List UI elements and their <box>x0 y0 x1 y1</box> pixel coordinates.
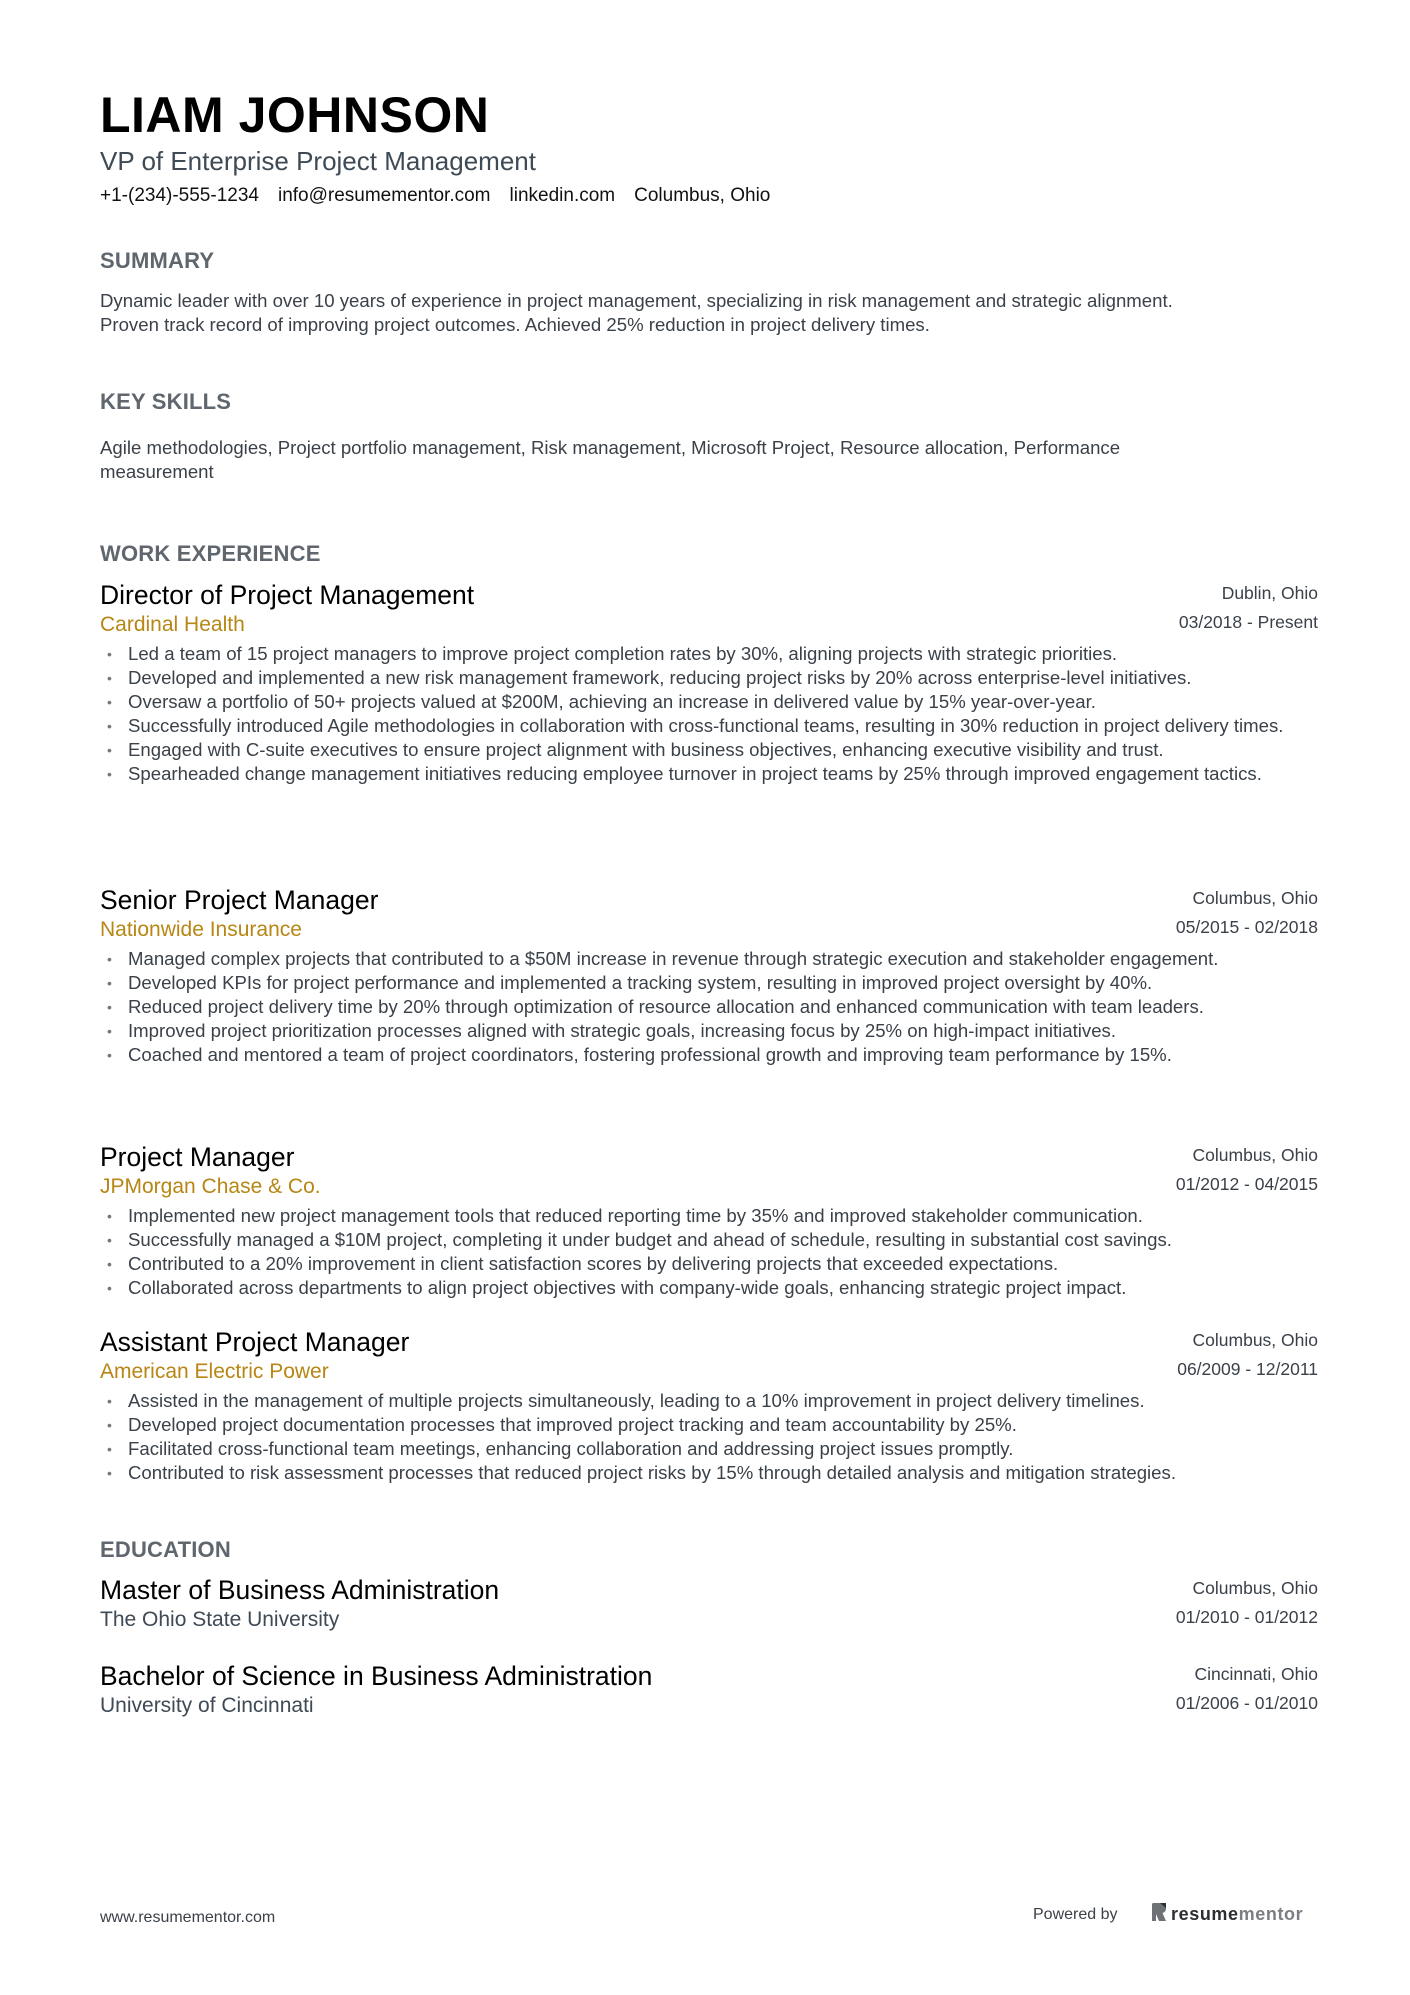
bullet-dot-icon: • <box>107 1417 112 1433</box>
bullet-text: Implemented new project management tools that reduced reporting time by 35% and improved stakeholder communication. <box>128 1205 1143 1226</box>
bullet-text: Spearheaded change management initiatives reducing employee turnover in project teams by 25% through improved engagement tactics. <box>128 763 1262 784</box>
job-title: Project Manager <box>100 1142 295 1172</box>
bullet-dot-icon: • <box>107 1280 112 1296</box>
job-dates: 06/2009 - 12/2011 <box>1177 1359 1318 1379</box>
section-title-summary: SUMMARY <box>100 248 215 273</box>
summary-line: Proven track record of improving project outcomes. Achieved 25% reduction in project delivery times. <box>100 314 930 335</box>
job-title: Senior Project Manager <box>100 885 379 915</box>
job-location: Columbus, Ohio <box>1192 1145 1318 1165</box>
bullet-item <box>100 1437 1318 1461</box>
bullet-item <box>100 995 1318 1019</box>
contact-row <box>100 184 770 208</box>
bullet-item <box>100 666 1318 690</box>
bullet-item <box>100 1019 1318 1043</box>
job-bullets <box>100 1389 1318 1485</box>
bullet-dot-icon: • <box>107 670 112 686</box>
candidate-name: LIAM JOHNSON <box>100 87 490 143</box>
candidate-role: VP of Enterprise Project Management <box>100 146 536 176</box>
section-title-education: EDUCATION <box>100 1537 231 1562</box>
job-company: American Electric Power <box>100 1360 329 1383</box>
edu-degree: Bachelor of Science in Business Administration <box>100 1661 653 1691</box>
bullet-text: Coached and mentored a team of project coordinators, fostering professional growth and improving team performance by 15%. <box>128 1044 1172 1065</box>
bullet-text: Contributed to a 20% improvement in client satisfaction scores by delivering projects that exceeded expectations. <box>128 1253 1059 1274</box>
job-location: Columbus, Ohio <box>1192 888 1318 908</box>
job-bullets <box>100 1204 1318 1300</box>
skills-line: measurement <box>100 461 214 482</box>
bullet-dot-icon: • <box>107 1208 112 1224</box>
bullet-item <box>100 1252 1318 1276</box>
bullet-dot-icon: • <box>107 1393 112 1409</box>
bullet-dot-icon: • <box>107 742 112 758</box>
bullet-dot-icon: • <box>107 951 112 967</box>
summary-text <box>100 289 1330 337</box>
bullet-item <box>100 642 1318 666</box>
contact-email[interactable]: info@resumementor.com <box>277 185 491 206</box>
edu-location: Cincinnati, Ohio <box>1194 1664 1318 1684</box>
job-company: JPMorgan Chase & Co. <box>100 1175 321 1198</box>
job-title: Assistant Project Manager <box>100 1327 410 1357</box>
brand-name-part2: mentor <box>1238 1904 1304 1924</box>
bullet-dot-icon: • <box>107 1232 112 1248</box>
contact-location: Columbus, Ohio <box>634 185 771 206</box>
bullet-dot-icon: • <box>107 975 112 991</box>
bullet-text: Reduced project delivery time by 20% through optimization of resource allocation and enhanced communication with team leaders. <box>128 996 1204 1017</box>
job-bullets <box>100 947 1318 1067</box>
brand-name-part1: resume <box>1171 1904 1239 1924</box>
brand-logo[interactable] <box>1151 1902 1303 1927</box>
bullet-text: Led a team of 15 project managers to improve project completion rates by 30%, aligning projects with strategic priorities. <box>128 643 1118 664</box>
bullet-text: Successfully introduced Agile methodologies in collaboration with cross-functional teams, resulting in 30% reduction in project delivery times. <box>128 715 1284 736</box>
job-location: Columbus, Ohio <box>1192 1330 1318 1350</box>
bullet-text: Developed project documentation processes that improved project tracking and team accountability by 25%. <box>128 1414 1017 1435</box>
bullet-dot-icon: • <box>107 1023 112 1039</box>
powered-by-label: Powered by <box>1033 1906 1118 1923</box>
skills-line: Agile methodologies, Project portfolio management, Risk management, Microsoft Project, Resource allocation, Performance <box>100 437 1121 458</box>
bullet-dot-icon: • <box>107 1256 112 1272</box>
bullet-item <box>100 738 1318 762</box>
bullet-item <box>100 1204 1318 1228</box>
bullet-dot-icon: • <box>107 646 112 662</box>
bullet-text: Facilitated cross-functional team meetings, enhancing collaboration and addressing project issues promptly. <box>128 1438 1014 1459</box>
job-location: Dublin, Ohio <box>1221 583 1318 603</box>
bullet-text: Improved project prioritization processes aligned with strategic goals, increasing focus by 25% on high-impact initiatives. <box>128 1020 1117 1041</box>
edu-school: University of Cincinnati <box>100 1694 314 1717</box>
bullet-text: Developed and implemented a new risk management framework, reducing project risks by 20% across enterprise-level initiatives. <box>128 667 1192 688</box>
summary-line: Dynamic leader with over 10 years of experience in project management, specializing in risk management and strategic alignment. <box>100 290 1173 311</box>
job-dates: 03/2018 - Present <box>1178 612 1318 632</box>
section-title-experience: WORK EXPERIENCE <box>100 541 321 566</box>
bullet-item <box>100 1461 1318 1485</box>
job-title: Director of Project Management <box>100 580 475 610</box>
bullet-item <box>100 971 1318 995</box>
bullet-text: Contributed to risk assessment processes that reduced project risks by 15% through detailed analysis and mitigation strategies. <box>128 1462 1176 1483</box>
skills-text <box>100 436 1330 484</box>
job-dates: 01/2012 - 04/2015 <box>1175 1174 1318 1194</box>
edu-degree: Master of Business Administration <box>100 1575 500 1605</box>
bullet-text: Oversaw a portfolio of 50+ projects valued at $200M, achieving an increase in delivered value by 15% year-over-year. <box>128 691 1096 712</box>
bullet-item <box>100 947 1318 971</box>
bullet-text: Collaborated across departments to align project objectives with company-wide goals, enhancing strategic project impact. <box>128 1277 1127 1298</box>
bullet-dot-icon: • <box>107 694 112 710</box>
edu-dates: 01/2006 - 01/2010 <box>1175 1693 1318 1713</box>
bullet-item <box>100 762 1318 786</box>
bullet-item <box>100 690 1318 714</box>
footer-website-link[interactable]: www.resumementor.com <box>100 1909 276 1926</box>
bullet-text: Successfully managed a $10M project, completing it under budget and ahead of schedule, resulting in substantial cost savings. <box>128 1229 1172 1250</box>
resumementor-logo-icon <box>1151 1902 1167 1927</box>
bullet-text: Developed KPIs for project performance and implemented a tracking system, resulting in improved project oversight by 40%. <box>128 972 1153 993</box>
bullet-dot-icon: • <box>107 1441 112 1457</box>
bullet-item <box>100 1043 1318 1067</box>
bullet-dot-icon: • <box>107 718 112 734</box>
job-bullets <box>100 642 1318 786</box>
bullet-text: Assisted in the management of multiple projects simultaneously, leading to a 10% improvement in project delivery timelines. <box>128 1390 1145 1411</box>
bullet-text: Engaged with C-suite executives to ensure project alignment with business objectives, enhancing executive visibility and trust. <box>128 739 1164 760</box>
section-title-skills: KEY SKILLS <box>100 389 232 414</box>
bullet-item <box>100 714 1318 738</box>
bullet-text: Managed complex projects that contributed to a $50M increase in revenue through strategic execution and stakeholder engagement. <box>128 948 1219 969</box>
edu-dates: 01/2010 - 01/2012 <box>1175 1607 1318 1627</box>
bullet-item <box>100 1389 1318 1413</box>
bullet-item <box>100 1276 1318 1300</box>
contact-phone: +1-(234)-555-1234 <box>100 185 259 206</box>
job-company: Cardinal Health <box>100 613 245 636</box>
bullet-dot-icon: • <box>107 999 112 1015</box>
job-dates: 05/2015 - 02/2018 <box>1175 917 1318 937</box>
bullet-item <box>100 1413 1318 1437</box>
bullet-dot-icon: • <box>107 1465 112 1481</box>
bullet-dot-icon: • <box>107 1047 112 1063</box>
bullet-dot-icon: • <box>107 766 112 782</box>
bullet-item <box>100 1228 1318 1252</box>
job-company: Nationwide Insurance <box>100 918 302 941</box>
contact-linkedin[interactable]: linkedin.com <box>509 185 616 206</box>
edu-school: The Ohio State University <box>100 1608 340 1631</box>
edu-location: Columbus, Ohio <box>1192 1578 1318 1598</box>
